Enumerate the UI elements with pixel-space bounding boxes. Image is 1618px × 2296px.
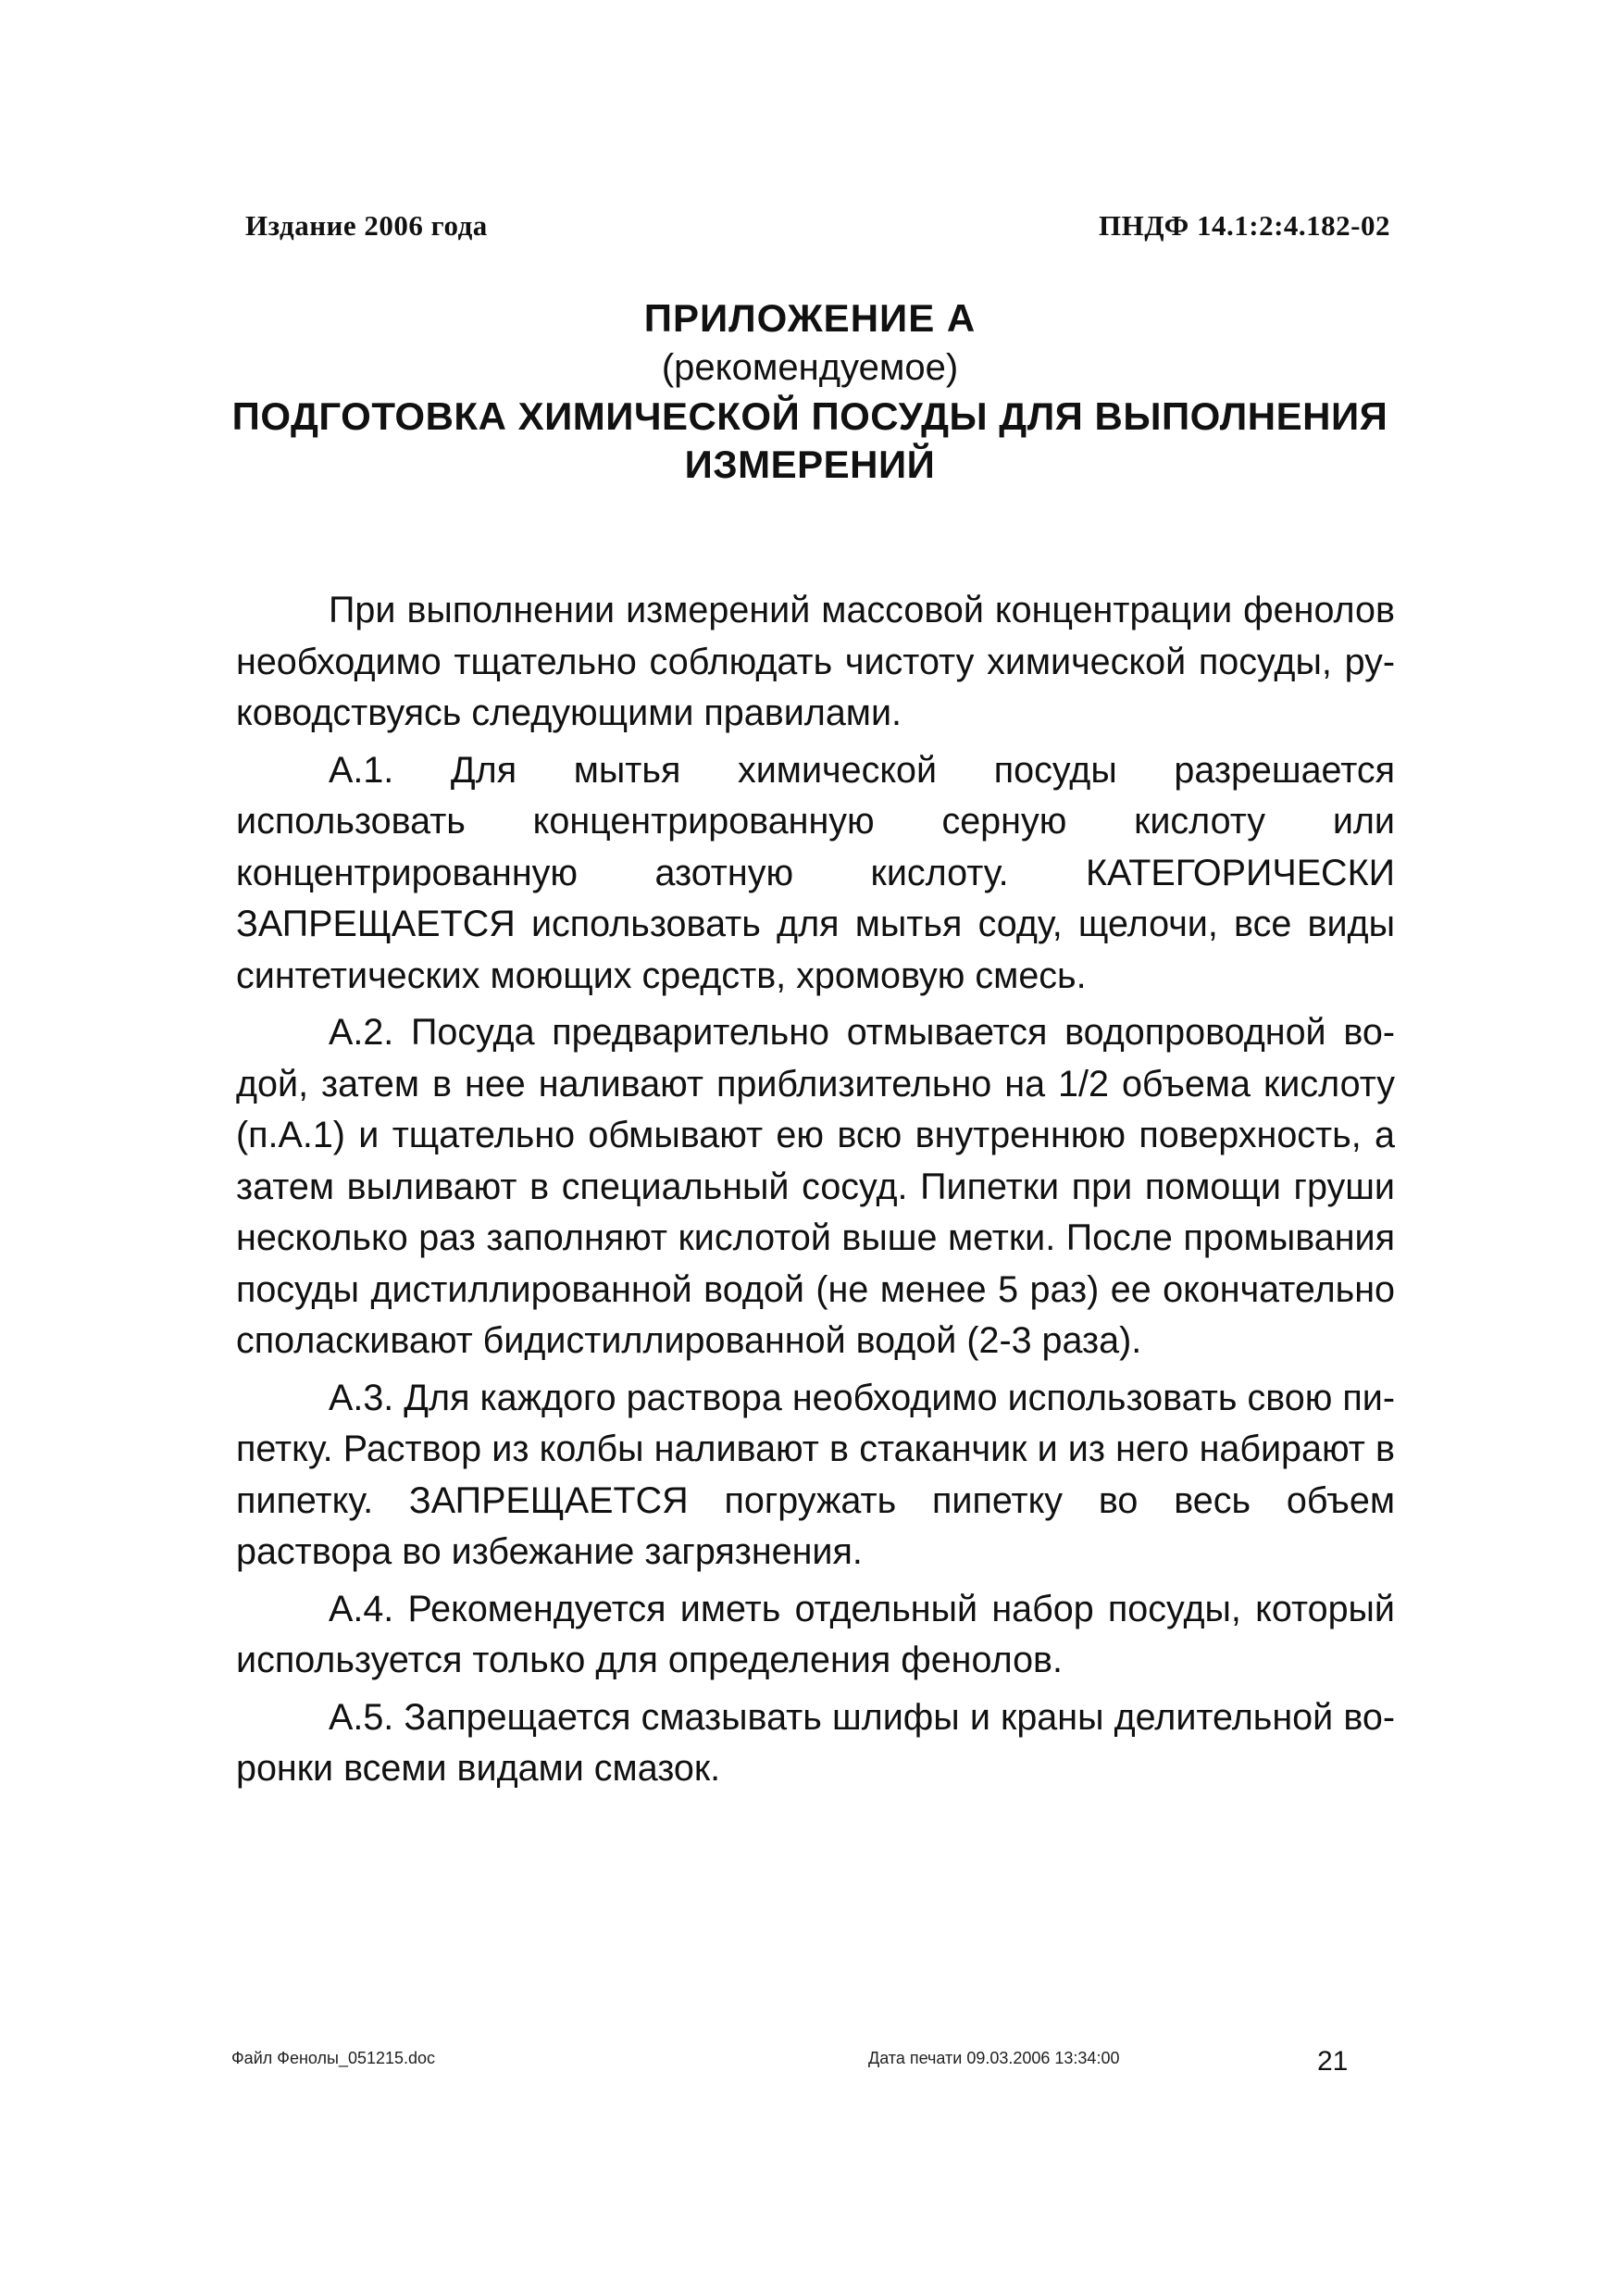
intro-paragraph: При выполнении измерений массовой концентрации фенолов необходимо тщательно соблюдать чистоту химической посуды, руководствуясь следующими правилами.: [236, 590, 1395, 733]
appendix-title-block: [231, 294, 1388, 489]
appendix-heading-line-2: ИЗМЕРЕНИЙ: [684, 443, 936, 486]
page-number: 21: [1317, 2046, 1349, 2077]
document-code: ПНДФ 14.1:2:4.182-02: [1099, 209, 1390, 242]
edition-label: Издание 2006 года: [245, 209, 488, 242]
appendix-body: [236, 585, 1395, 1801]
paragraph-a2: А.2. Посуда предварительно отмывается водопроводной водой, затем в нее наливают приблизительно на 1/2 объема кислоту (п.А.1) и тщательно обмывают ею всю внутреннюю поверхность, а затем выливают в специальный сосуд. Пипетки при помощи груши несколько раз заполняют кислотой выше метки. После промывания посуды дистиллированной водой (не менее 5 раз) ее окончательно споласкивают бидистиллированной водой (2-3 раза).: [236, 1012, 1395, 1361]
paragraph-a3: А.3. Для каждого раствора необходимо использовать свою пипетку. Раствор из колбы наливают в стаканчик и из него набирают в пипетку. ЗАПРЕЩАЕТСЯ погружать пипетку во весь объем раствора во избежание загрязнения.: [236, 1377, 1395, 1572]
footer-print-date: Дата печати 09.03.2006 13:34:00: [868, 2049, 1120, 2067]
appendix-label: ПРИЛОЖЕНИЕ А: [643, 296, 977, 340]
footer-file-name: Файл Фенолы_051215.doc: [231, 2049, 436, 2067]
appendix-status: (рекомендуемое): [661, 347, 959, 388]
paragraph-a4: А.4. Рекомендуется иметь отдельный набор посуды, который используется только для определения фенолов.: [236, 1588, 1395, 1680]
appendix-heading-line-1: ПОДГОТОВКА ХИМИЧЕСКОЙ ПОСУДЫ ДЛЯ ВЫПОЛНЕНИЯ: [231, 394, 1388, 438]
paragraph-a5: А.5. Запрещается смазывать шлифы и краны делительной воронки всеми видами смазок.: [236, 1696, 1395, 1789]
paragraph-a1: А.1. Для мытья химической посуды разрешается использовать концентрированную серную кислоту или концентрированную азотную кислоту. КАТЕГОРИЧЕСКИ ЗАПРЕЩАЕТСЯ использовать для мытья соду, щелочи, все виды синтетических моющих средств, хромовую смесь.: [236, 749, 1395, 996]
